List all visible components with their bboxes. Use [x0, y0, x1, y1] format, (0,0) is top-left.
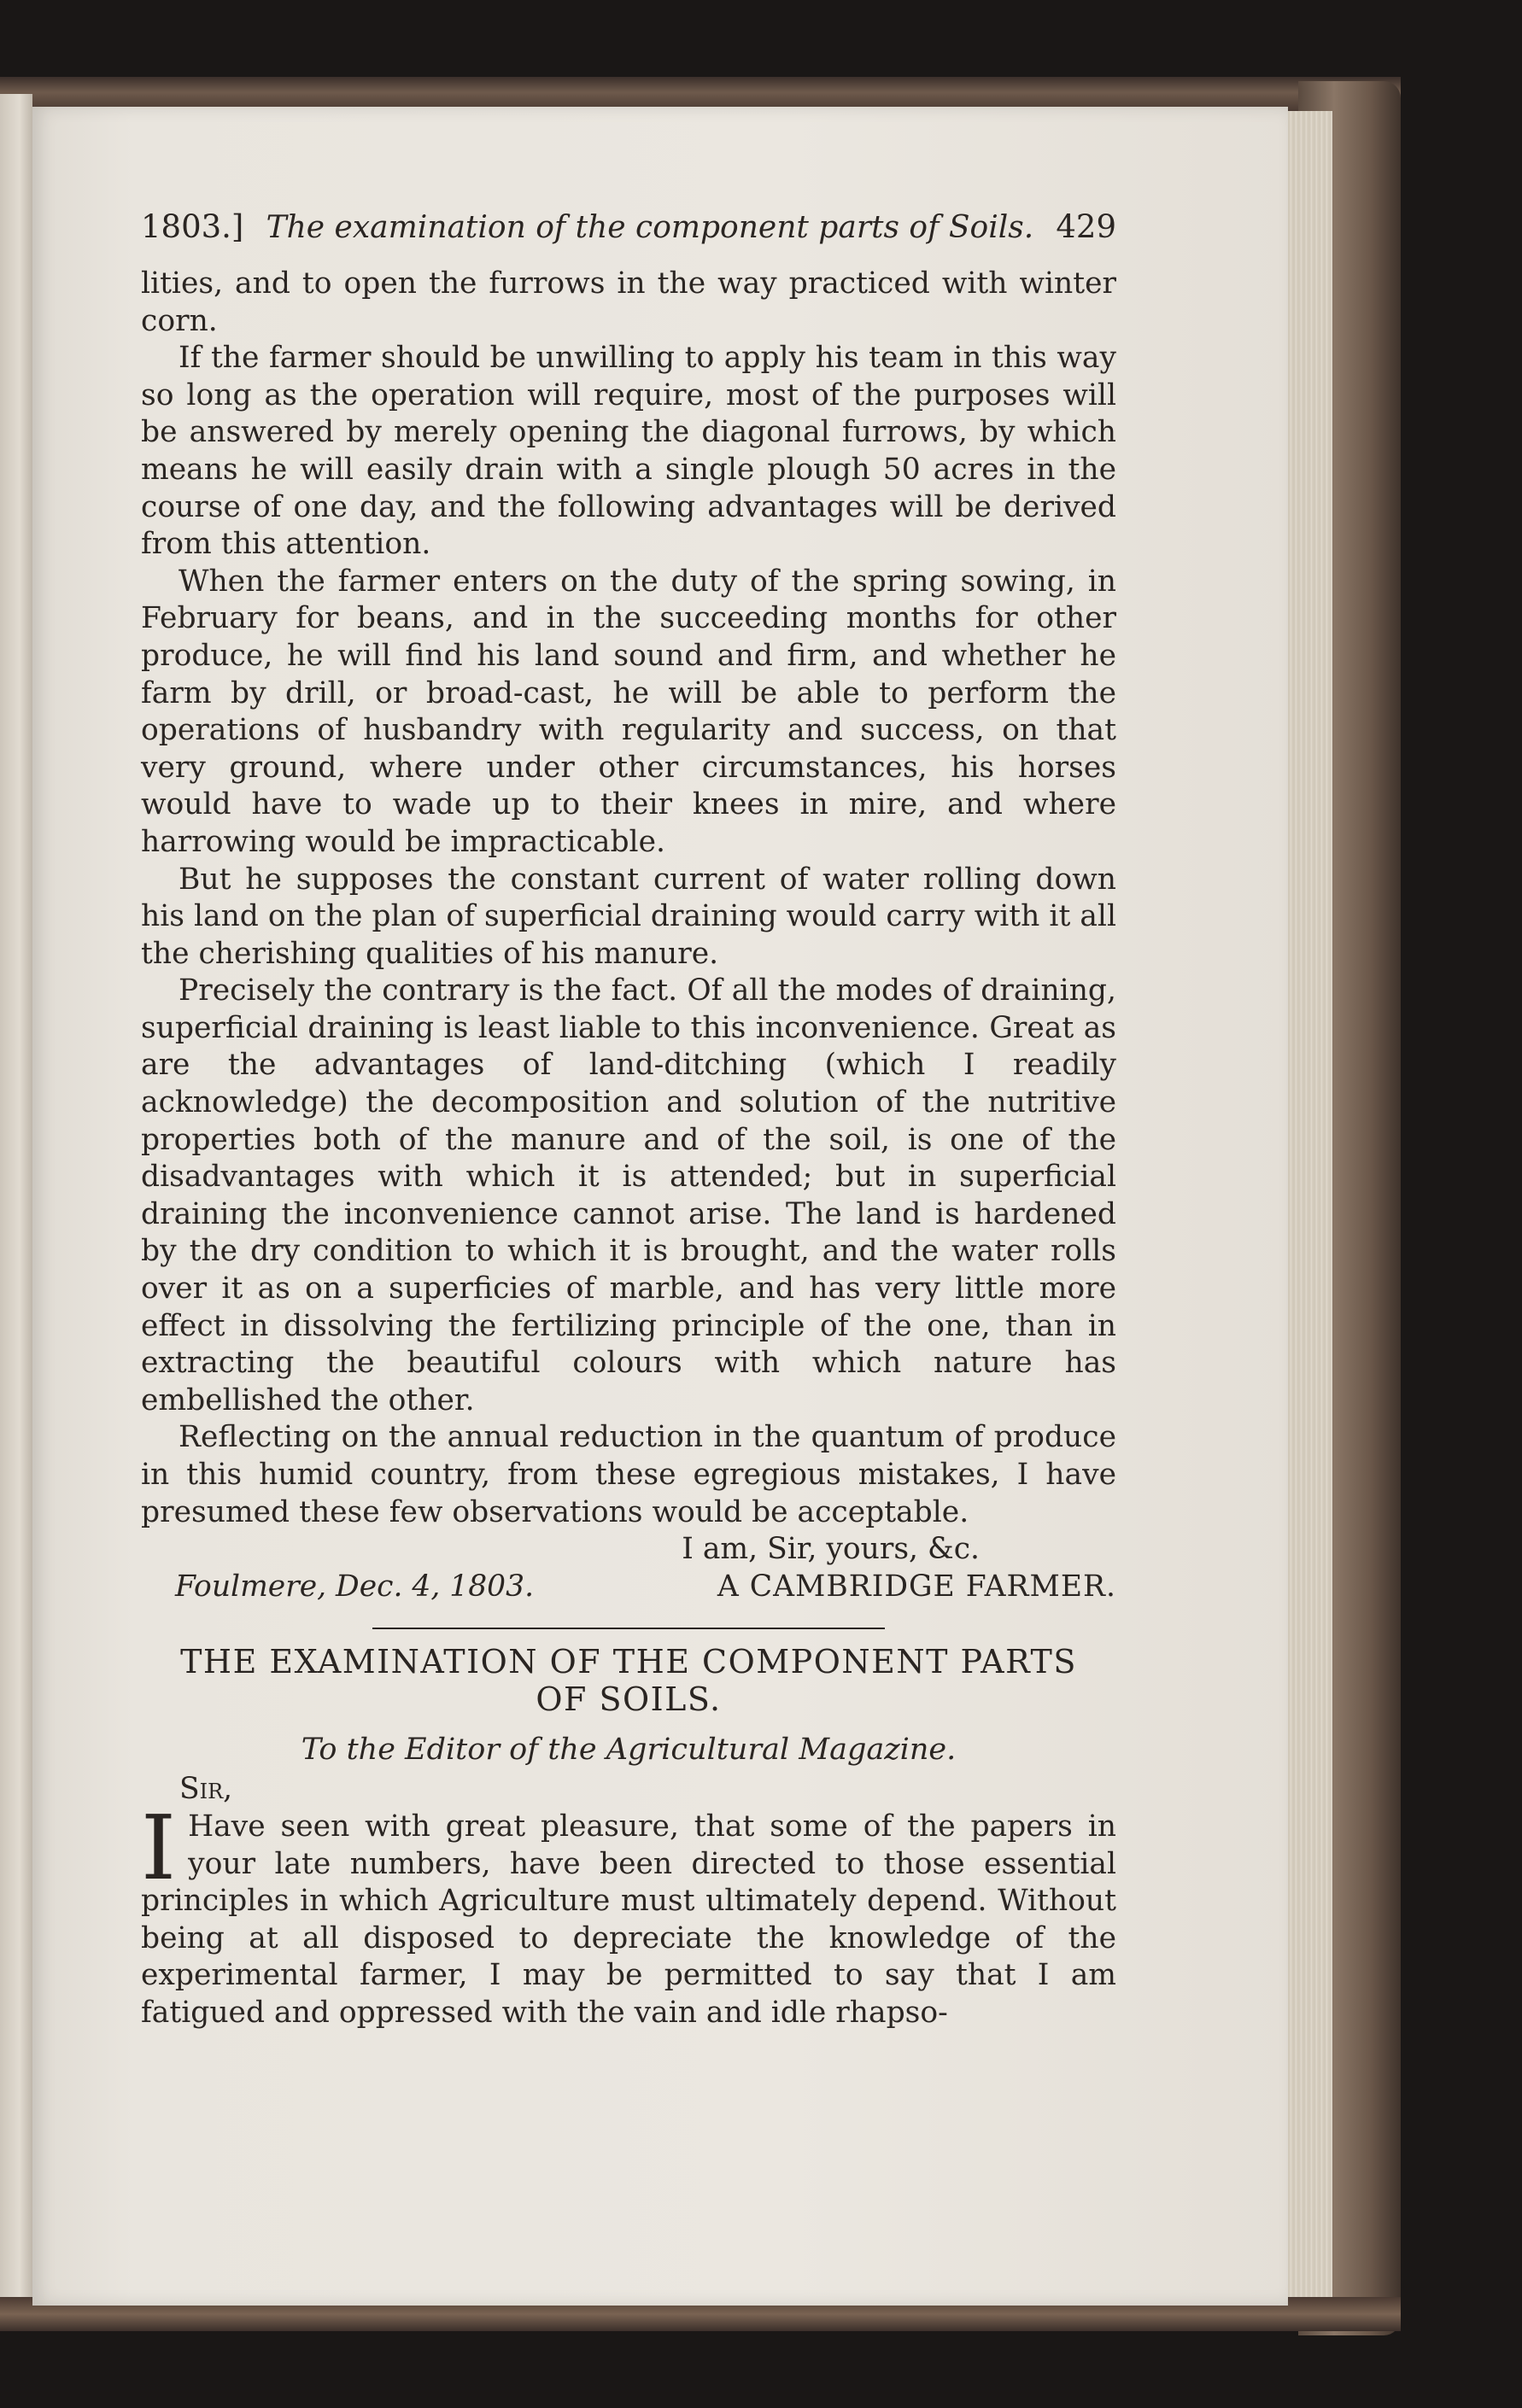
- letter-body-text: Have seen with great pleasure, that some of the papers in your late numbers, have been directed to those essential principles in which Agriculture must ultimately depend. Without being at all disposed to depreciate the knowledge of the experimental farmer, I may be permitted to say that I am fatigued and oppressed with the vain and idle rhapso-: [141, 1809, 1116, 2030]
- paragraph: Precisely the contrary is the fact. Of all the modes of draining, superficial draining is least liable to this inconvenience. Great as are the advantages of land-ditching (which I readily acknowledge) the decomposition and solution of the nutritive properties both of the manure and of the soil, is one of the disadvantages with which it is attended; but in superficial draining the inconvenience cannot arise. The land is hardened by the dry condition to which it is brought, and the water rolls over it as on a superficies of marble, and has very little more effect in dissolving the fertilizing principle of the one, than in extracting the beautiful colours with which nature has embellished the other.: [141, 973, 1116, 1417]
- paragraph: When the farmer enters on the duty of the spring sowing, in February for beans, and in the succeeding months for other produce, he will find his land sound and firm, and whether he farm by drill, or broad-cast, he will be able to perform the operations of husbandry with regularity and success, on that very ground, where under other circumstances, his horses would have to wade up to their knees in mire, and where harrowing would be impracticable.: [141, 564, 1116, 859]
- drop-cap: I: [141, 1795, 177, 1900]
- book-cover-top-edge: [0, 77, 1401, 111]
- article-heading: THE EXAMINATION OF THE COMPONENT PARTS: [180, 1643, 1077, 1681]
- facing-page-edge: [0, 94, 32, 2314]
- paragraph-continued: lities, and to open the furrows in the way practiced with winter corn.: [141, 266, 1116, 338]
- letter-body: [141, 1795, 1116, 2032]
- paragraph: But he supposes the constant current of water rolling down his land on the plan of superficial draining would carry with it all the cherishing qualities of his manure.: [141, 862, 1116, 971]
- place-date: Foulmere, Dec. 4, 1803.: [175, 1569, 535, 1604]
- paragraph: If the farmer should be unwilling to apply his team in this way so long as the operation will require, most of the purposes will be answered by merely opening the diagonal furrows, by which means he will easily drain with a single plough 50 acres in the course of one day, and the following advantages will be derived from this attention.: [141, 341, 1116, 562]
- article-heading-line2: OF SOILS.: [536, 1680, 722, 1719]
- signature-line: [175, 1569, 1116, 1606]
- running-head: [141, 205, 1116, 250]
- page-number: 429: [1056, 208, 1116, 245]
- signer-name: A CAMBRIDGE FARMER.: [717, 1569, 1116, 1604]
- paragraph: Reflecting on the annual reduction in the quantum of produce in this humid country, from these egregious mistakes, I have presumed these few observations would be acceptable.: [141, 1420, 1116, 1529]
- salutation: Sir,: [179, 1772, 233, 1807]
- section-divider: [372, 1628, 885, 1629]
- letter-signoff: I am, Sir, yours, &c.: [682, 1532, 980, 1567]
- page-text: [141, 205, 1116, 2032]
- article-addressee: To the Editor of the Agricultural Magazine.: [301, 1733, 957, 1768]
- running-head-year: 1803.]: [141, 208, 244, 245]
- running-head-title: The examination of the component parts of Soils.: [266, 210, 1034, 245]
- page-edges: [1281, 111, 1332, 2297]
